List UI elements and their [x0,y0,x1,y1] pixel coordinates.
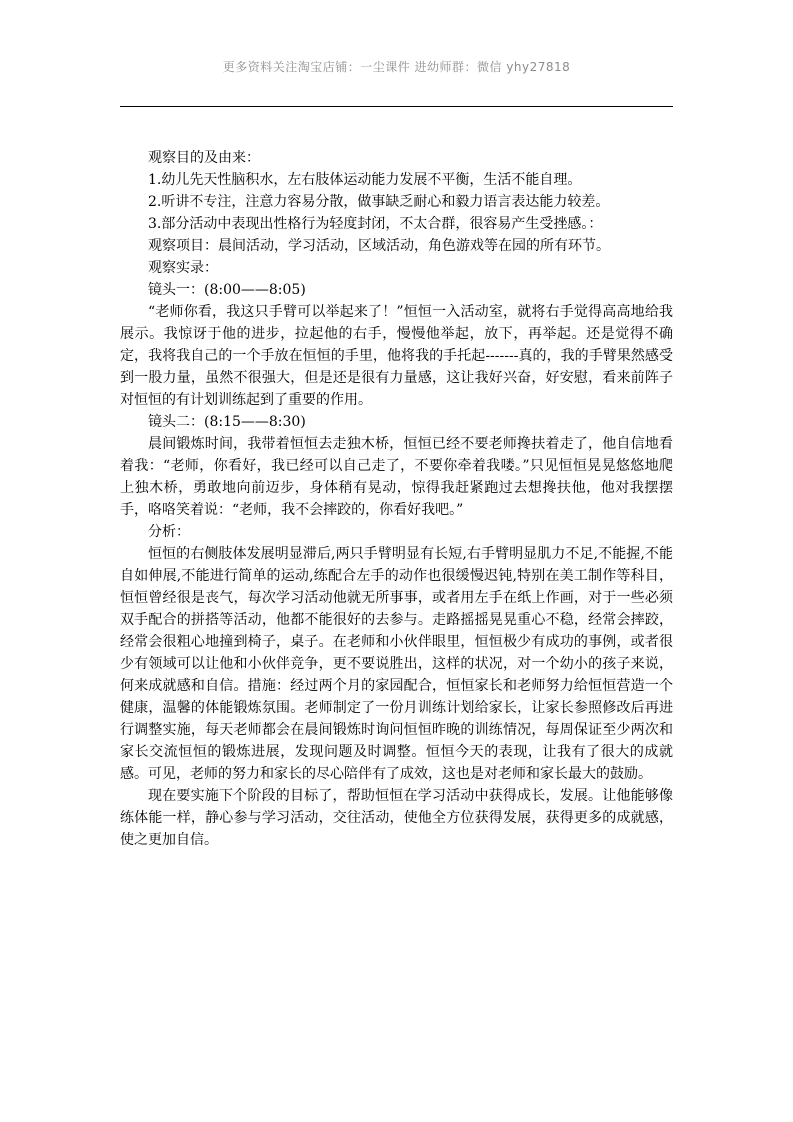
scene2-body: 晨间锻炼时间，我带着恒恒去走独木桥，恒恒已经不要老师搀扶着走了，他自信地看着我：“老师，你看好，我已经可以自己走了，不要你牵着我喽。”只见恒恒晃晃悠悠地爬上独木桥，勇敢地向前迈步，身体稍有晃动，惊得我赶紧跑过去想搀扶他，他对我摆摆手，咯咯笑着说：“老师，我不会摔跤的，你看好我吧。” [120,436,673,518]
observation-items: 观察项目：晨间活动，学习活动，区域活动，角色游戏等在园的所有环节。 [148,238,610,254]
purpose-item: 3.部分活动中表现出性格行为轻度封闭，不太合群，很容易产生受挫感。： [148,216,603,232]
analysis-body: 恒恒的右侧肢体发展明显滞后,两只手臂明显有长短,右手臂明显肌力不足,不能握,不能自如伸展,不能进行简单的运动,练配合左手的动作也很缓慢迟钝,特别在美工制作等科目，恒恒曾经很是丧气，每次学习活动他就无所事事，或者用左手在纸上作画，对于一些必须双手配合的拼搭等活动，他都不能很好的去参与。走路摇摇晃晃重心不稳，经常会摔跤，经常会很粗心地撞到椅子，桌子。在老师和小伙伴眼里，恒恒极少有成功的事例，或者很少有领域可以让他和小伙伴竞争，更不要说胜出，这样的状况，对一个幼小的孩子来说，何来成就感和自信。措施：经过两个月的家园配合，恒恒家长和老师努力给恒恒营造一个健康，温馨的体能锻炼氛围。老师制定了一份月训练计划给家长，让家长参照修改后再进行调整实施，每天老师都会在晨间锻炼时询问恒恒昨晚的训练情况，每周保证至少两次和家长交流恒恒的锻炼进展，发现问题及时调整。恒恒今天的表现，让我有了很大的成就感。可见，老师的努力和家长的尽心陪伴有了成效，这也是对老师和家长最大的鼓励。 [120,546,673,782]
header-divider [120,106,673,107]
purpose-item: 2.听讲不专注，注意力容易分散，做事缺乏耐心和毅力语言表达能力较差。 [148,194,610,210]
document-body [120,147,673,851]
header-watermark: 更多资料关注淘宝店铺：一尘课件 进幼师群：微信 yhy27818 [222,60,571,74]
record-heading: 观察实录： [148,260,218,276]
scene2-title: 镜头二：(8:15——8:30) [148,414,306,430]
analysis-heading: 分析： [148,524,190,540]
scene1-body: “老师你看，我这只手臂可以举起来了！”恒恒一入活动室，就将右手觉得高高地给我展示。我惊讶于他的进步，拉起他的右手，慢慢他举起，放下，再举起。还是觉得不确定，我将我自己的一个手放在恒恒的手里，他将我的手托起-------真的，我的手臂果然感受到一股力量，虽然不很强大，但是还是很有力量感，这让我好兴奋，好安慰，看来前阵子对恒恒的有计划训练起到了重要的作用。 [120,304,673,408]
plan-body: 现在要实施下个阶段的目标了，帮助恒恒在学习活动中获得成长，发展。让他能够像练体能一样，静心参与学习活动，交往活动，使他全方位获得发展，获得更多的成就感，使之更加自信。 [120,788,673,848]
scene1-title: 镜头一：(8:00——8:05) [148,282,306,298]
purpose-item: 1.幼儿先天性脑积水，左右肢体运动能力发展不平衡，生活不能自理。 [148,172,582,188]
purpose-heading: 观察目的及由来： [148,150,260,166]
